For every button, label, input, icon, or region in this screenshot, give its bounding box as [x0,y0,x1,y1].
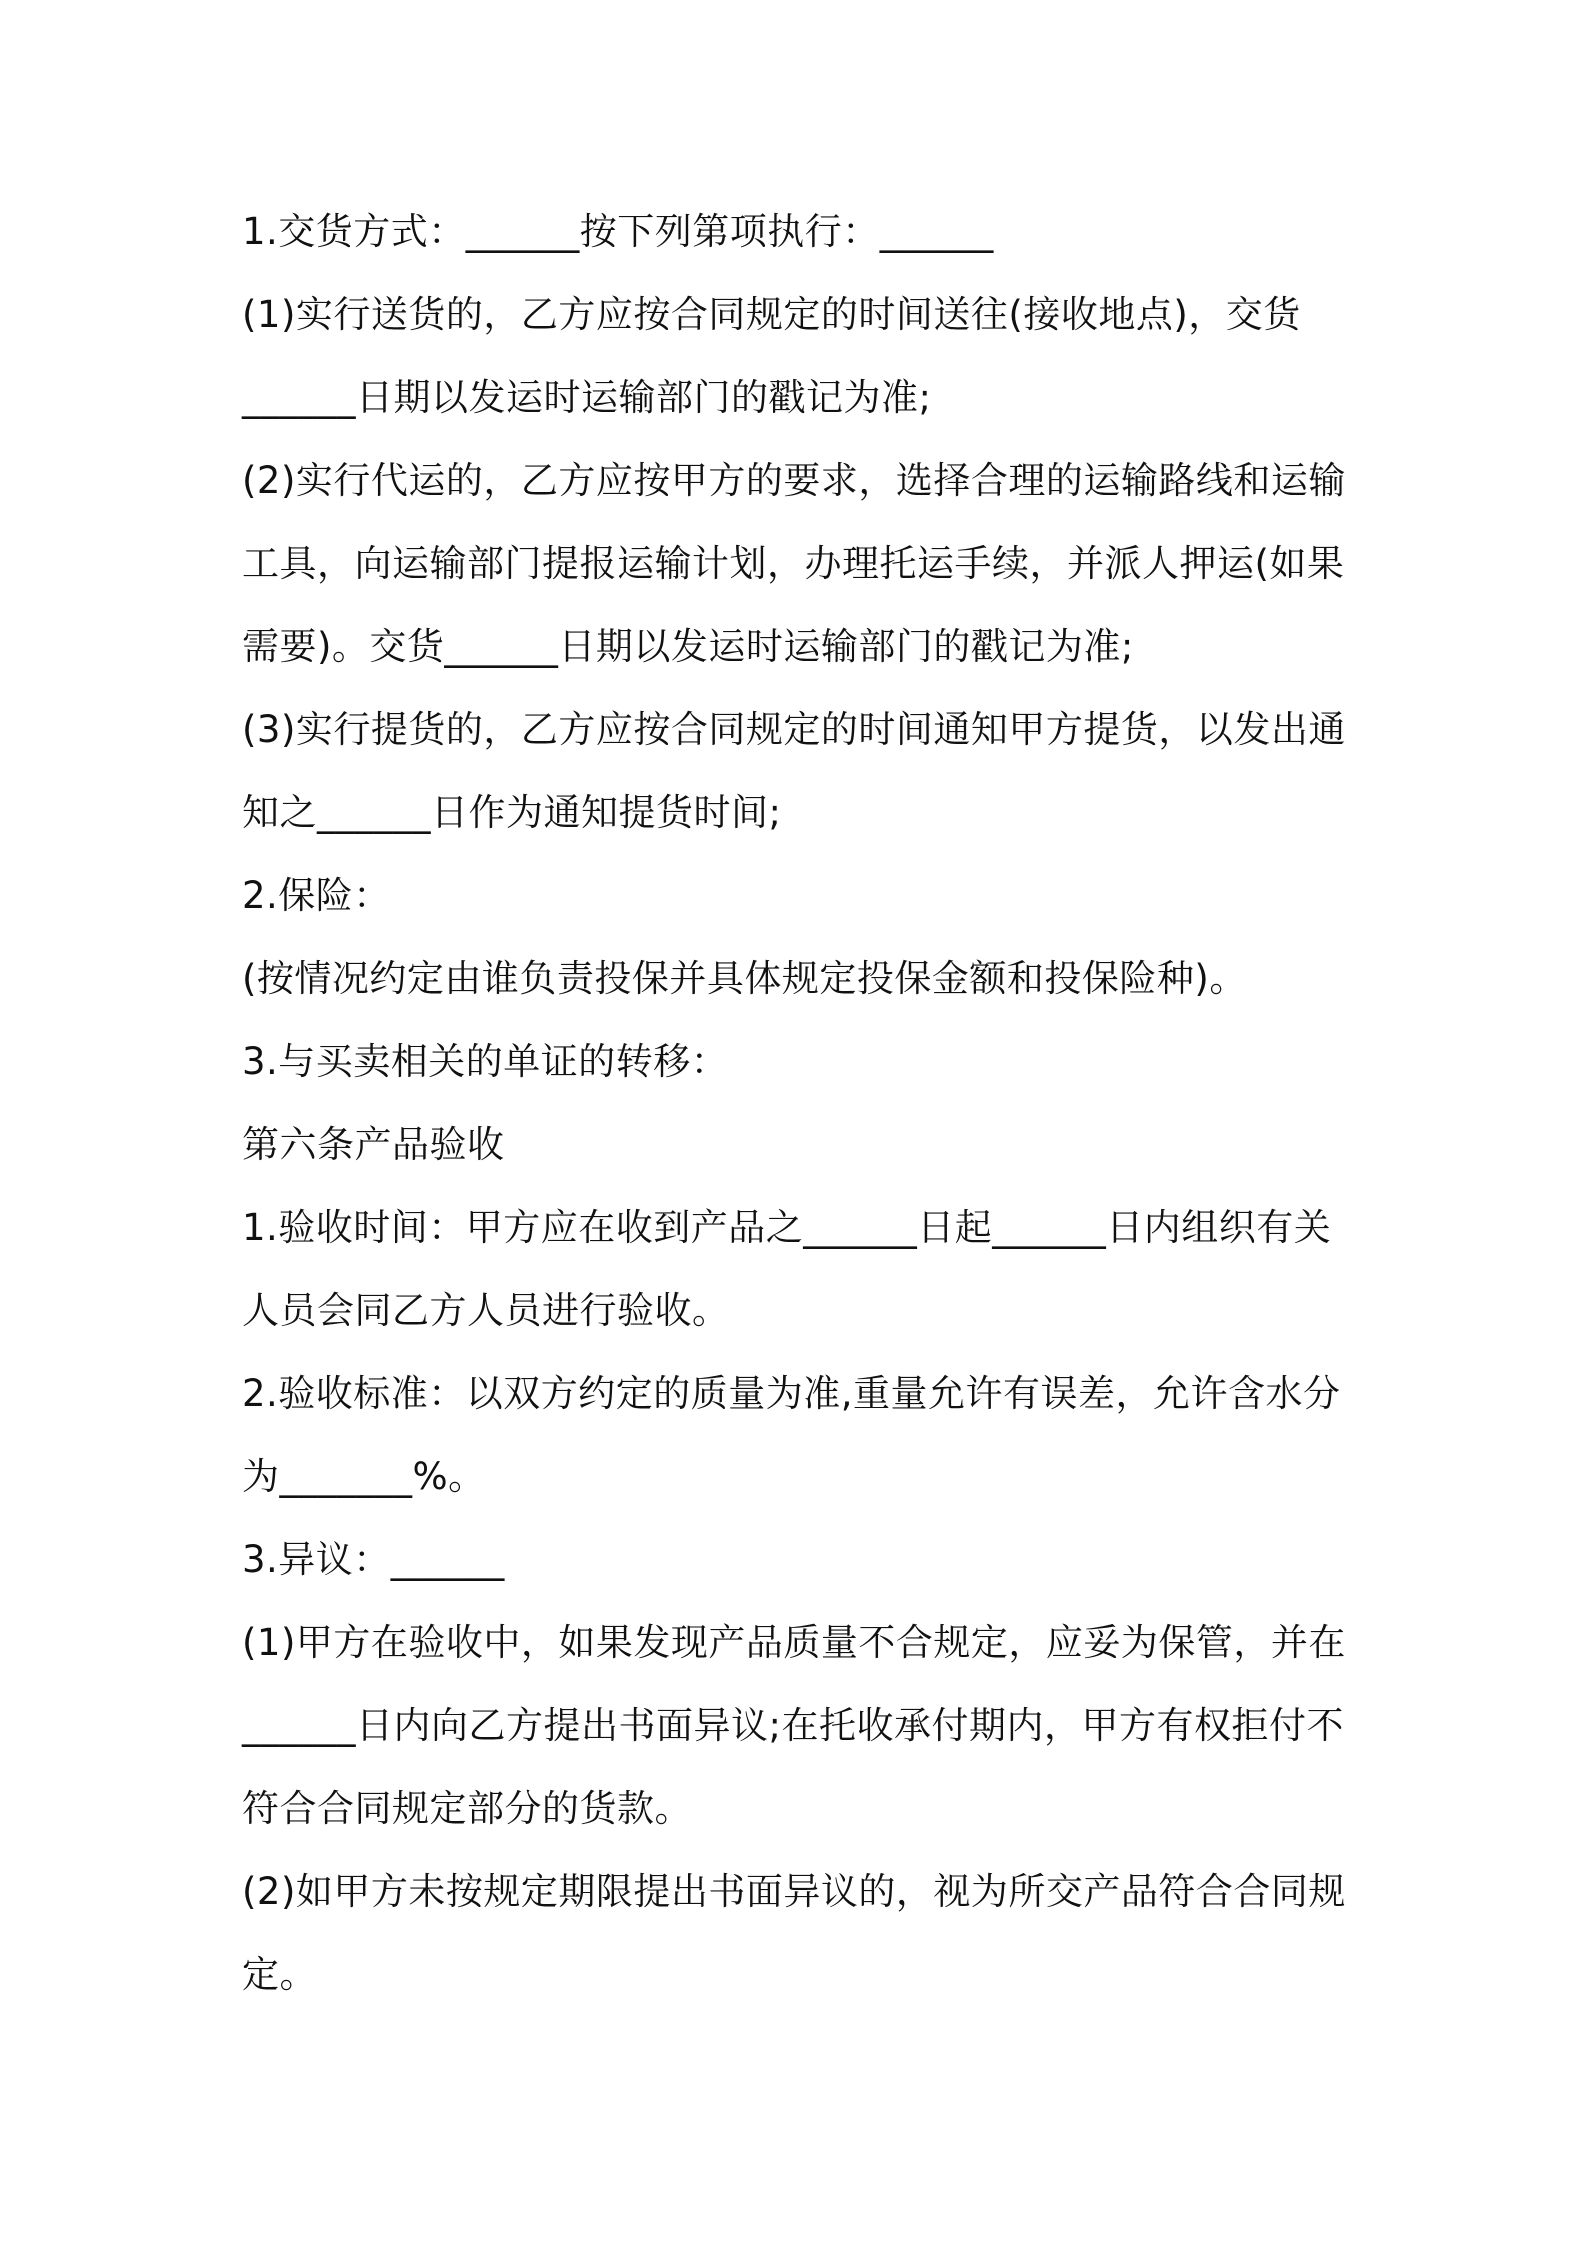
delivery-option-1-line-1: (1)实行送货的，乙方应按合同规定的时间送往(接收地点)，交货 [242,293,1301,336]
document-body [242,190,1362,2016]
objection-1-line-1: (1)甲方在验收中，如果发现产品质量不合规定，应妥为保管，并在 [242,1621,1346,1664]
inspection-time-line-1: 1.验收时间：甲方应在收到产品之______日起______日内组织有关 [242,1206,1332,1249]
objection-heading: 3.异议：______ [242,1538,505,1581]
delivery-option-2-line-1: (2)实行代运的，乙方应按甲方的要求，选择合理的运输路线和运输 [242,459,1346,502]
objection-1-line-3: 符合合同规定部分的货款。 [242,1787,692,1830]
delivery-option-1-line-2: ______日期以发运时运输部门的戳记为准; [242,376,932,419]
objection-1-line-2: ______日内向乙方提出书面异议;在托收承付期内，甲方有权拒付不 [242,1704,1344,1747]
article-six-heading: 第六条产品验收 [242,1123,505,1166]
objection-2-line-1: (2)如甲方未按规定期限提出书面异议的，视为所交产品符合合同规 [242,1870,1346,1913]
delivery-option-2-line-3: 需要)。交货______日期以发运时运输部门的戳记为准; [242,625,1134,668]
inspection-time-line-2: 人员会同乙方人员进行验收。 [242,1289,730,1332]
inspection-standard-line-2: 为_______%。 [242,1455,486,1498]
objection-2-line-2: 定。 [242,1953,317,1996]
insurance-heading: 2.保险： [242,874,391,917]
delivery-method-line: 1.交货方式：______按下列第项执行：______ [242,210,994,253]
insurance-note: (按情况约定由谁负责投保并具体规定投保金额和投保险种)。 [242,957,1247,1000]
inspection-standard-line-1: 2.验收标准：以双方约定的质量为准,重量允许有误差，允许含水分 [242,1372,1341,1415]
delivery-option-3-line-1: (3)实行提货的，乙方应按合同规定的时间通知甲方提货，以发出通 [242,708,1346,751]
delivery-option-2-line-2: 工具，向运输部门提报运输计划，办理托运手续，并派人押运(如果 [242,542,1345,585]
document-transfer-heading: 3.与买卖相关的单证的转移： [242,1040,729,1083]
delivery-option-3-line-2: 知之______日作为通知提货时间; [242,791,782,834]
